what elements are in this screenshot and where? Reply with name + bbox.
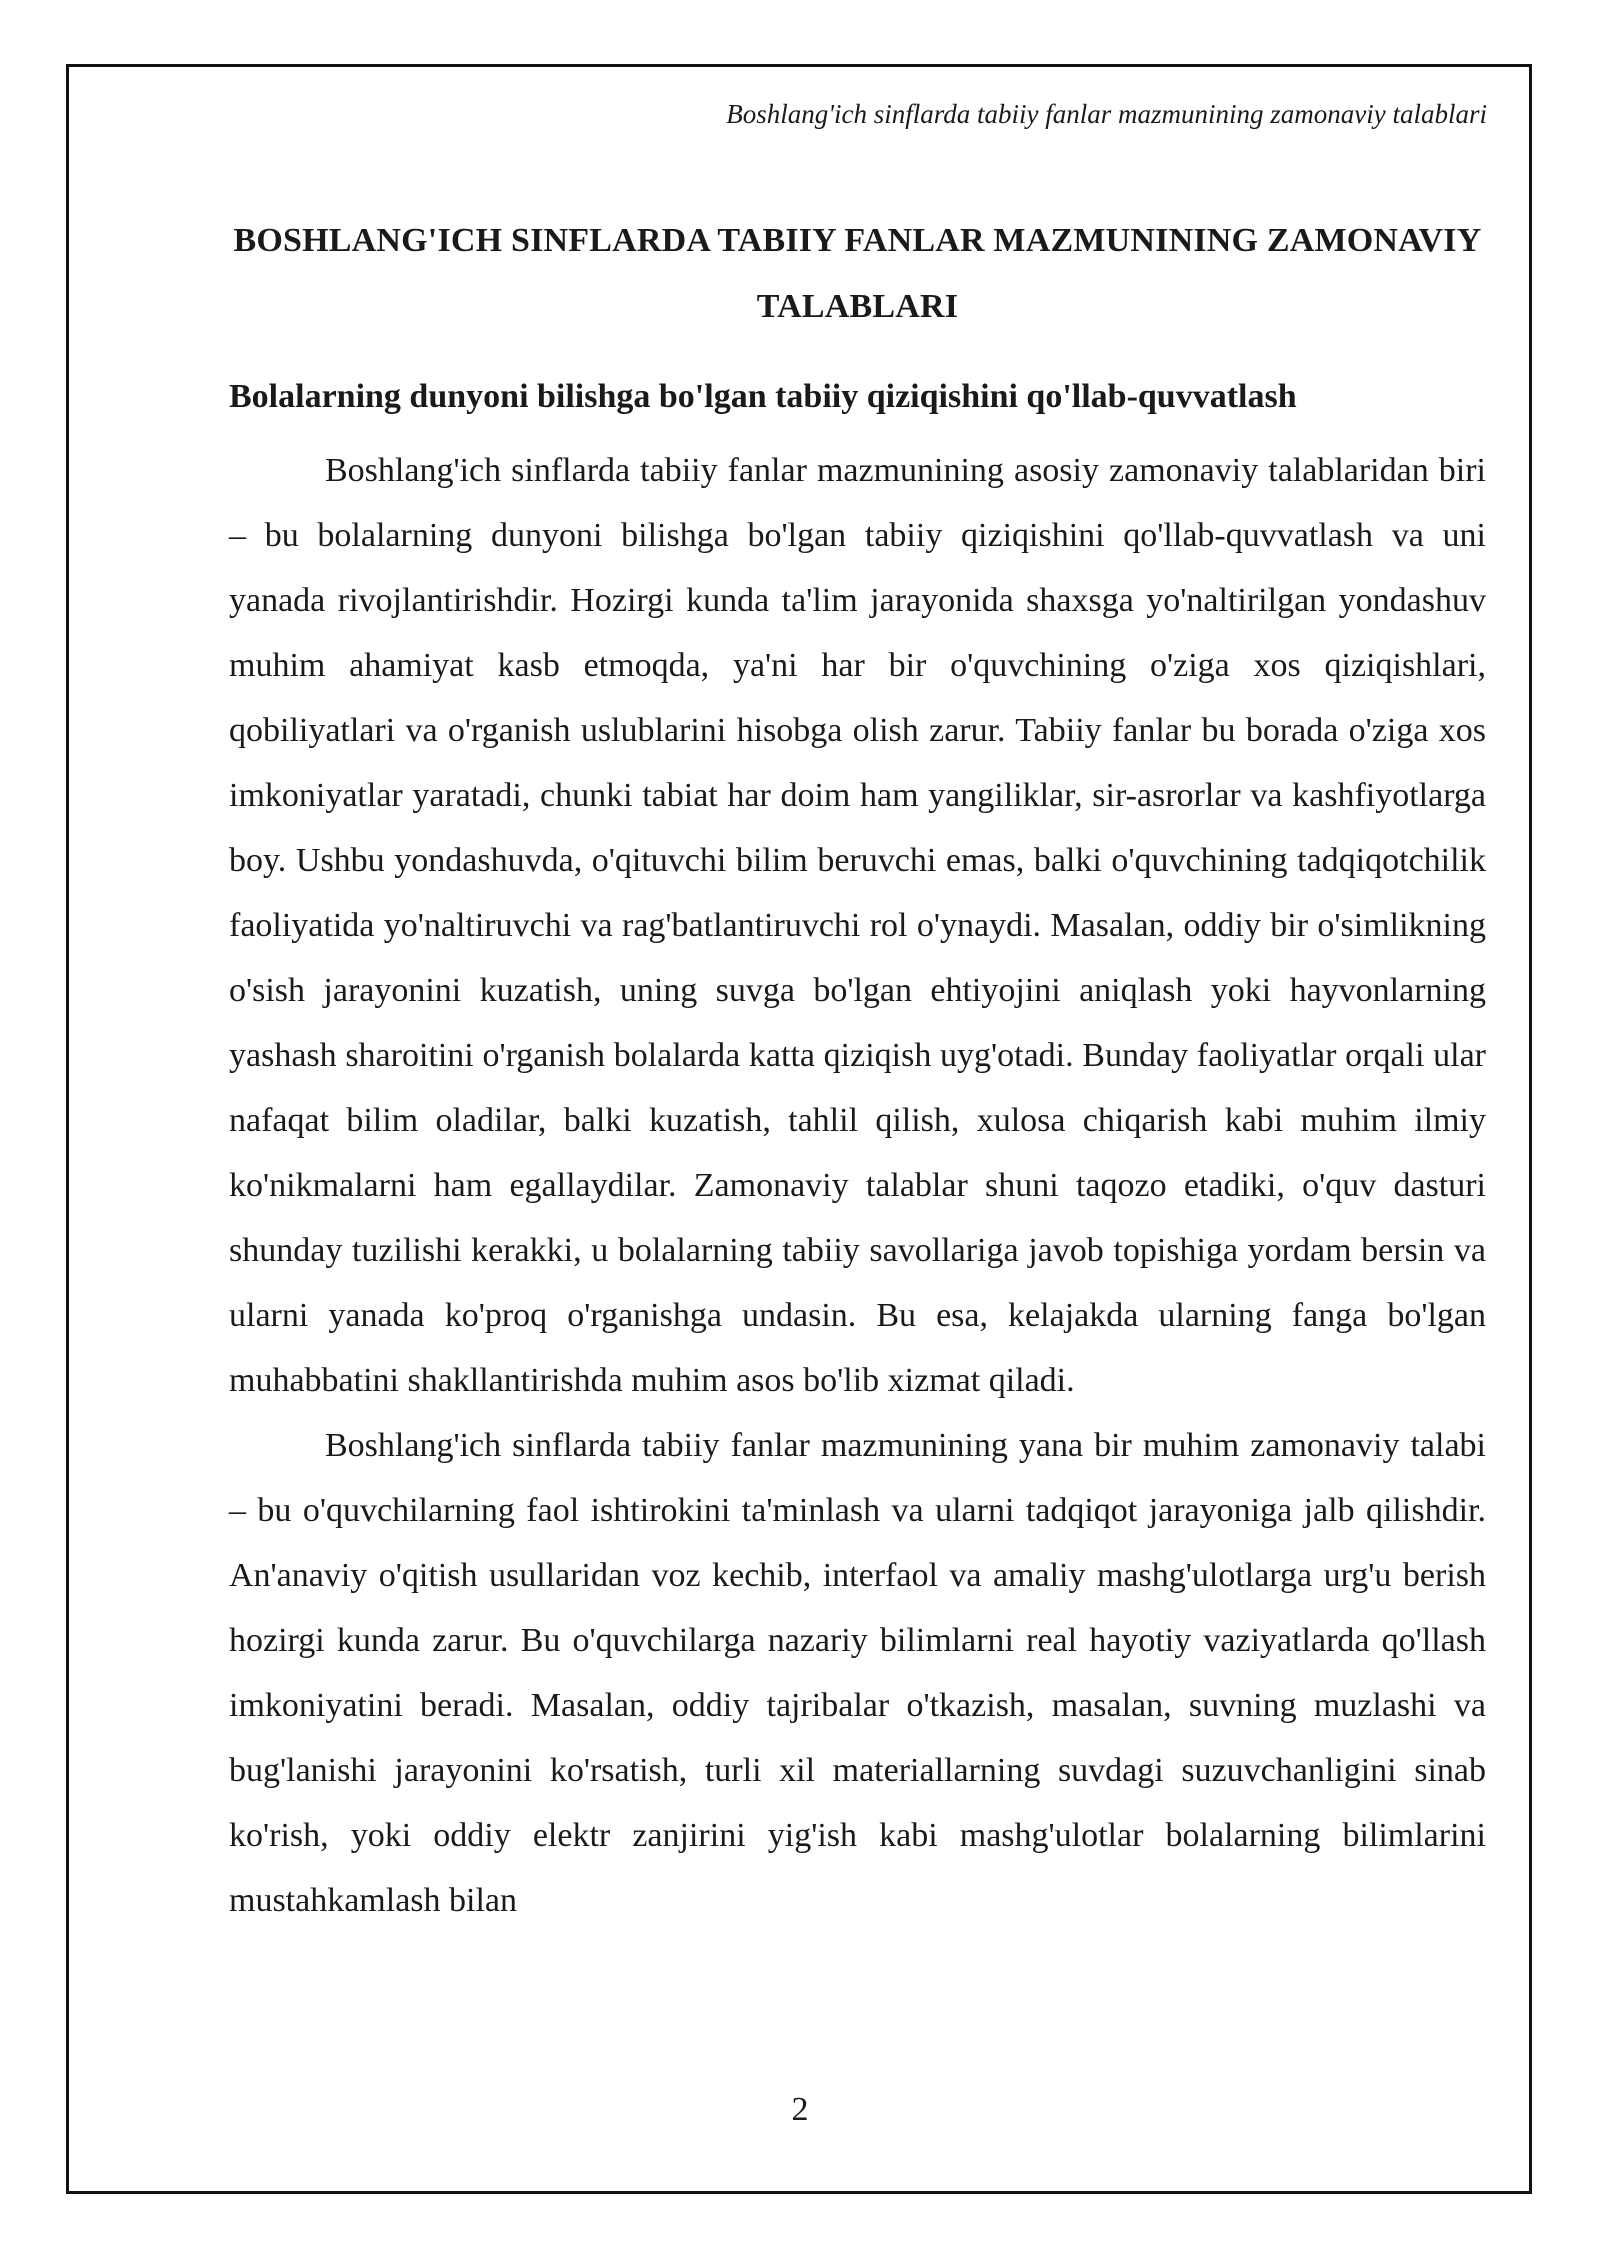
page-number: 2 <box>791 2091 809 2128</box>
section-heading: Bolalarning dunyoni bilishga bo'lgan tabiiy qiziqishini qo'llab-quvvatlash <box>229 378 1297 415</box>
body-paragraph-2: Boshlang'ich sinflarda tabiiy fanlar mazmunining yana bir muhim zamonaviy talabi – bu o'quvchilarning faol ishtirokini ta'minlash va ularni tadqiqot jarayoniga jalb qilishdir. An'anaviy o'qitish usullaridan voz kechib, interfaol va amaliy mashg'ulotlarga urg'u berish hozirgi kunda zarur. Bu o'quvchilarga nazariy bilimlarni real hayotiy vaziyatlarda qo'llash imkoniyatini beradi. Masalan, oddiy tajribalar o'tkazish, masalan, suvning muzlashi va bug'lanishi jarayonini ko'rsatish, turli xil materiallarning suvdagi suzuvchanligini sinab ko'rish, yoki oddiy elektr zanjirini yig'ish kabi mashg'ulotlar bolalarning bilimlarini mustahkamlash bilan <box>229 1427 1486 1919</box>
document-body <box>229 208 1486 1933</box>
running-header: Boshlang'ich sinflarda tabiiy fanlar mazmunining zamonaviy talablari <box>726 99 1487 129</box>
document-title: BOSHLANG'ICH SINFLARDA TABIIY FANLAR MAZMUNINING ZAMONAVIY TALABLARI <box>233 222 1482 325</box>
body-paragraph-1: Boshlang'ich sinflarda tabiiy fanlar mazmunining asosiy zamonaviy talablaridan biri – bu bolalarning dunyoni bilishga bo'lgan tabiiy qiziqishini qo'llab-quvvatlash va uni yanada rivojlantirishdir. Hozirgi kunda ta'lim jarayonida shaxsga yo'naltirilgan yondashuv muhim ahamiyat kasb etmoqda, ya'ni har bir o'quvchining o'ziga xos qiziqishlari, qobiliyatlari va o'rganish uslublarini hisobga olish zarur. Tabiiy fanlar bu borada o'ziga xos imkoniyatlar yaratadi, chunki tabiat har doim ham yangiliklar, sir-asrorlar va kashfiyotlarga boy. Ushbu yondashuvda, o'qituvchi bilim beruvchi emas, balki o'quvchining tadqiqotchilik faoliyatida yo'naltiruvchi va rag'batlantiruvchi rol o'ynaydi. Masalan, oddiy bir o'simlikning o'sish jarayonini kuzatish, uning suvga bo'lgan ehtiyojini aniqlash yoki hayvonlarning yashash sharoitini o'rganish bolalarda katta qiziqish uyg'otadi. Bunday faoliyatlar orqali ular nafaqat bilim oladilar, balki kuzatish, tahlil qilish, xulosa chiqarish kabi muhim ilmiy ko'nikmalarni ham egallaydilar. Zamonaviy talablar shuni taqozo etadiki, o'quv dasturi shunday tuzilishi kerakki, u bolalarning tabiiy savollariga javob topishiga yordam bersin va ularni yanada ko'proq o'rganishga undasin. Bu esa, kelajakda ularning fanga bo'lgan muhabbatini shakllantirishda muhim asos bo'lib xizmat qiladi. <box>229 452 1486 1399</box>
